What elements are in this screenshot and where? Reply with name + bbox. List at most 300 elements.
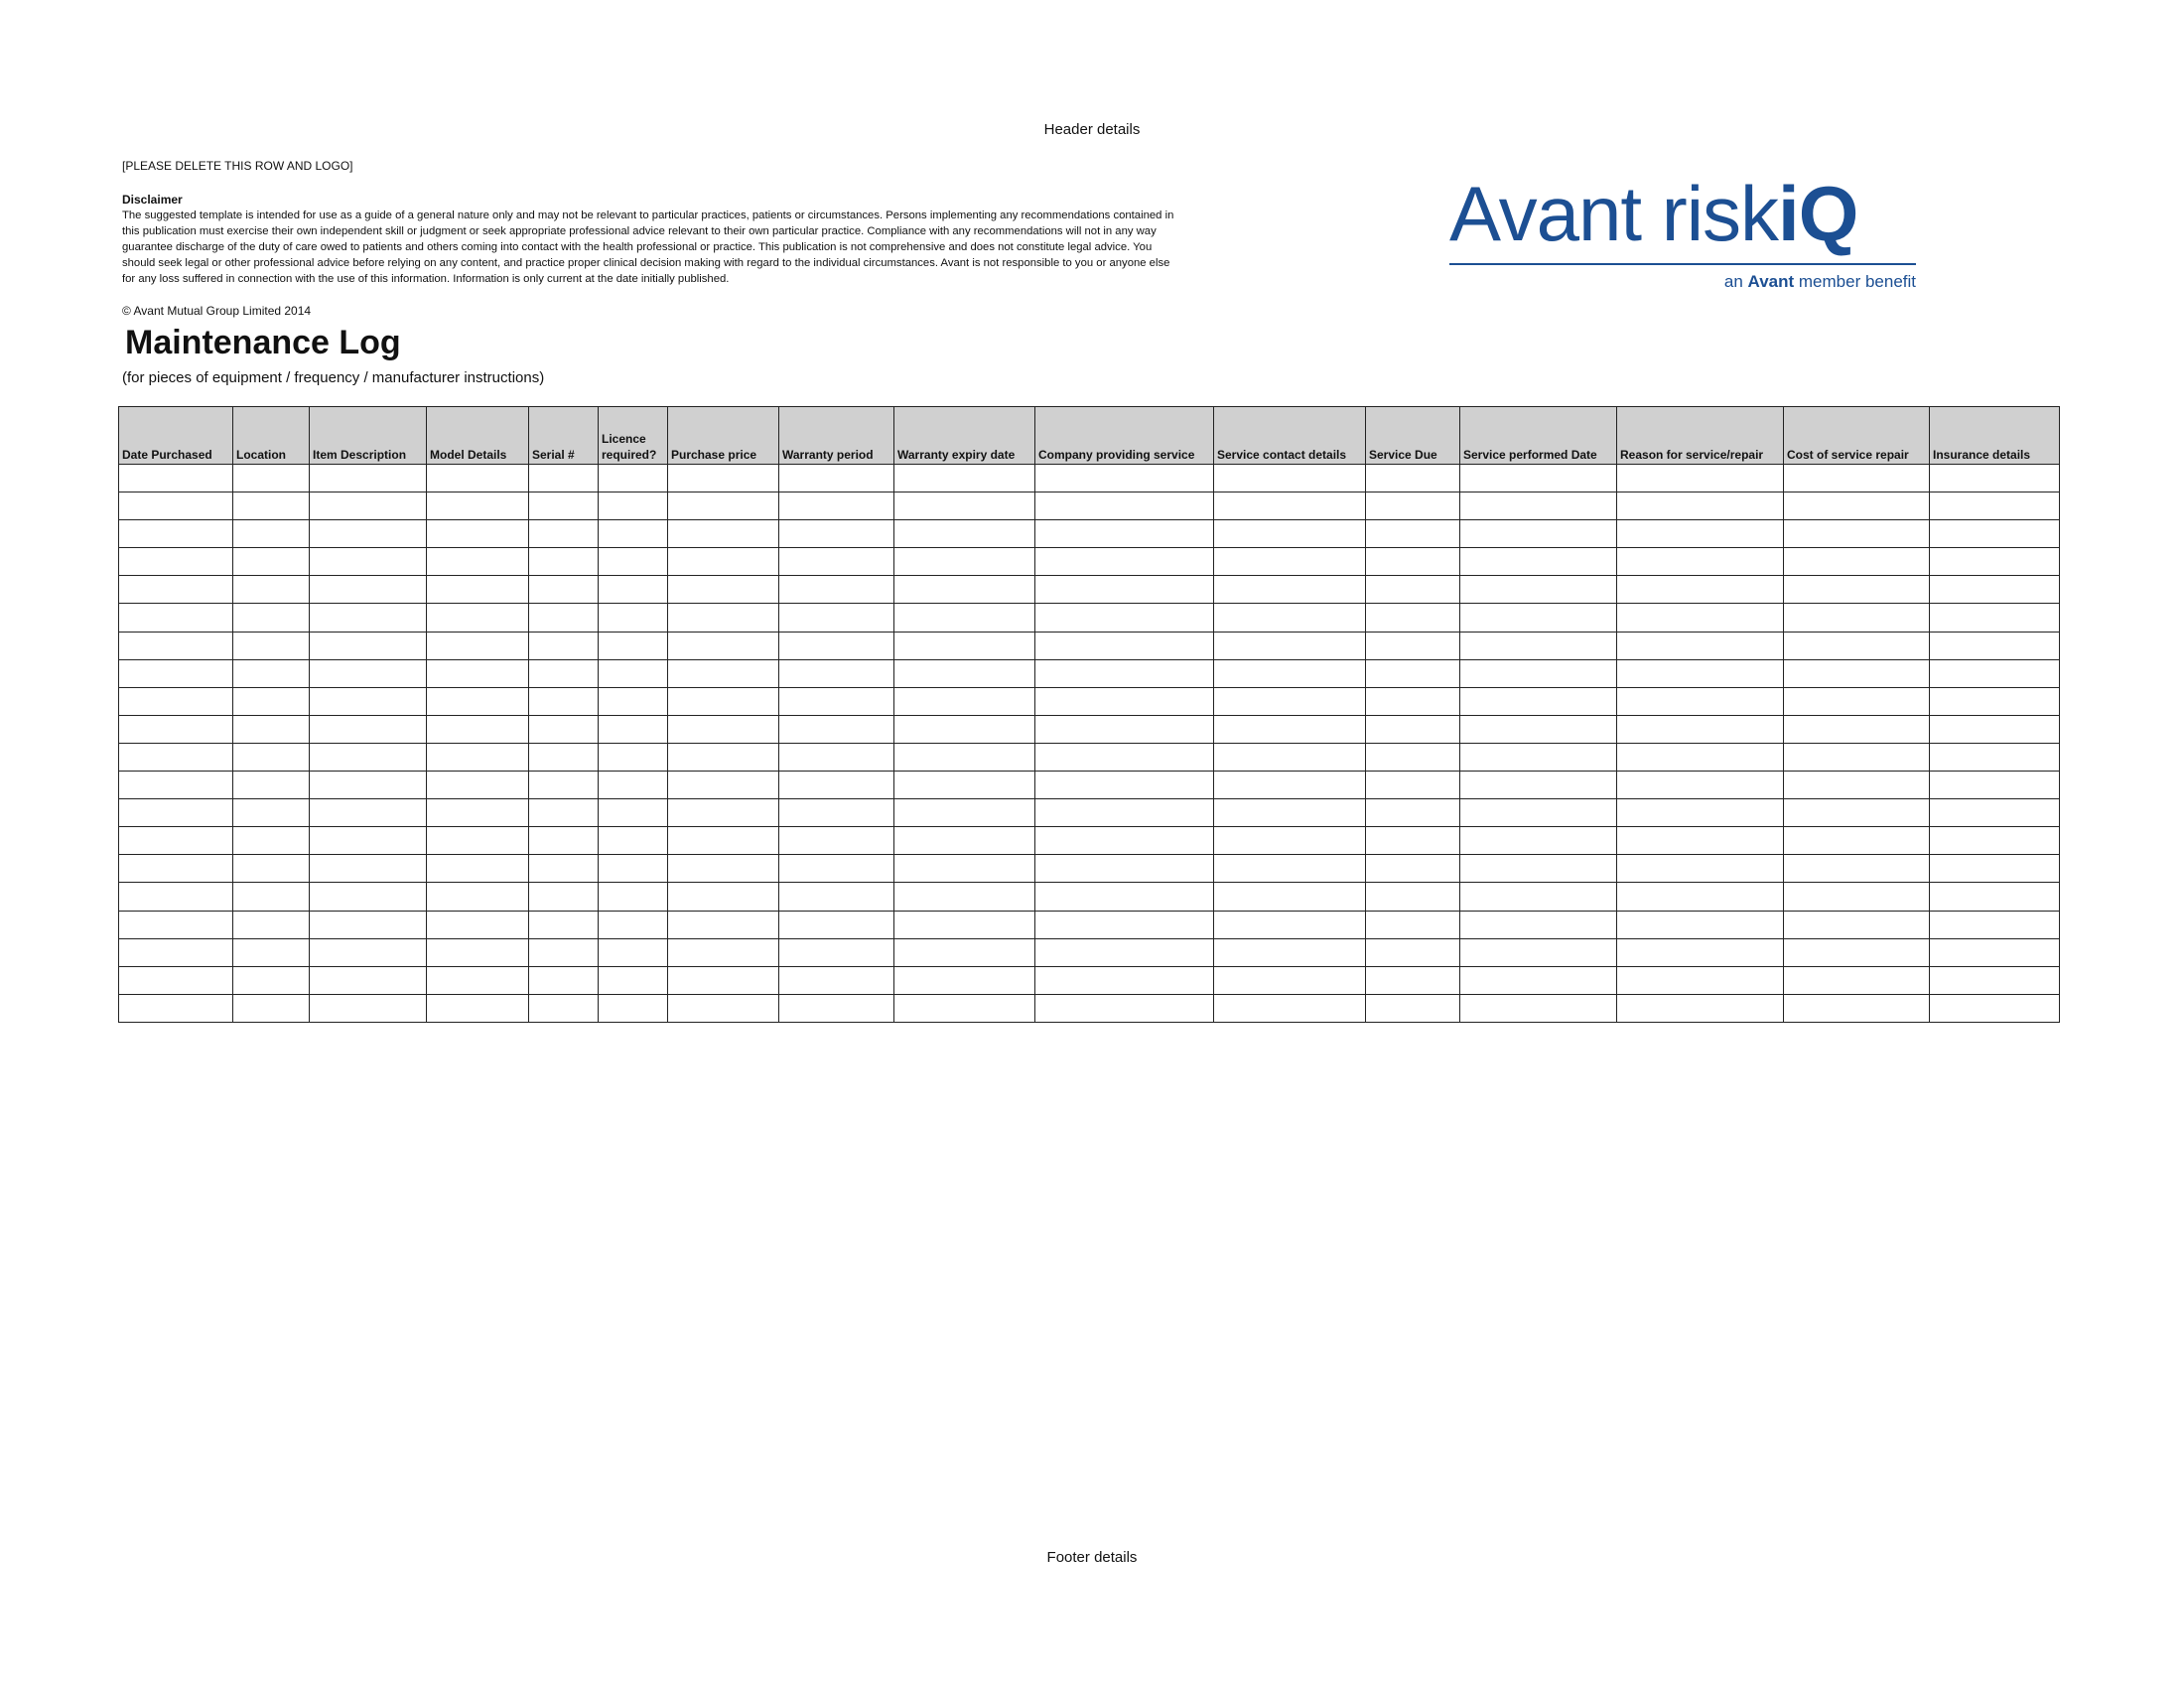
table-cell[interactable] — [1784, 772, 1930, 799]
table-cell[interactable] — [427, 966, 529, 994]
table-cell[interactable] — [1617, 604, 1784, 632]
table-cell[interactable] — [599, 827, 668, 855]
table-cell[interactable] — [1214, 659, 1366, 687]
table-cell[interactable] — [1460, 743, 1617, 771]
table-cell[interactable] — [779, 772, 894, 799]
table-cell[interactable] — [119, 548, 233, 576]
table-cell[interactable] — [1460, 492, 1617, 520]
table-cell[interactable] — [1617, 687, 1784, 715]
table-cell[interactable] — [894, 492, 1035, 520]
table-cell[interactable] — [1460, 604, 1617, 632]
table-cell[interactable] — [1035, 604, 1214, 632]
table-cell[interactable] — [1214, 743, 1366, 771]
table-cell[interactable] — [310, 855, 427, 883]
table-cell[interactable] — [1617, 632, 1784, 659]
table-cell[interactable] — [529, 772, 599, 799]
table-cell[interactable] — [779, 827, 894, 855]
table-cell[interactable] — [1460, 659, 1617, 687]
table-cell[interactable] — [529, 938, 599, 966]
table-cell[interactable] — [233, 883, 310, 911]
table-cell[interactable] — [310, 966, 427, 994]
table-cell[interactable] — [1930, 966, 2060, 994]
table-cell[interactable] — [1214, 548, 1366, 576]
table-cell[interactable] — [668, 938, 779, 966]
table-cell[interactable] — [668, 911, 779, 938]
table-cell[interactable] — [1035, 938, 1214, 966]
table-cell[interactable] — [1784, 548, 1930, 576]
table-cell[interactable] — [1784, 632, 1930, 659]
table-cell[interactable] — [1366, 632, 1460, 659]
table-cell[interactable] — [668, 492, 779, 520]
table-cell[interactable] — [1214, 687, 1366, 715]
table-cell[interactable] — [1214, 604, 1366, 632]
table-cell[interactable] — [599, 576, 668, 604]
table-cell[interactable] — [1460, 938, 1617, 966]
table-cell[interactable] — [779, 632, 894, 659]
table-cell[interactable] — [233, 772, 310, 799]
table-cell[interactable] — [119, 938, 233, 966]
table-cell[interactable] — [668, 632, 779, 659]
table-cell[interactable] — [427, 994, 529, 1022]
table-cell[interactable] — [1366, 659, 1460, 687]
table-cell[interactable] — [1214, 911, 1366, 938]
table-cell[interactable] — [1366, 492, 1460, 520]
table-cell[interactable] — [1784, 715, 1930, 743]
table-cell[interactable] — [668, 855, 779, 883]
table-cell[interactable] — [310, 604, 427, 632]
table-cell[interactable] — [1214, 772, 1366, 799]
table-cell[interactable] — [1617, 492, 1784, 520]
table-cell[interactable] — [894, 855, 1035, 883]
table-cell[interactable] — [119, 604, 233, 632]
table-cell[interactable] — [1366, 994, 1460, 1022]
table-cell[interactable] — [599, 772, 668, 799]
table-cell[interactable] — [779, 743, 894, 771]
table-cell[interactable] — [529, 548, 599, 576]
table-cell[interactable] — [779, 576, 894, 604]
table-cell[interactable] — [1784, 938, 1930, 966]
table-cell[interactable] — [1784, 743, 1930, 771]
table-cell[interactable] — [599, 883, 668, 911]
table-cell[interactable] — [1930, 520, 2060, 548]
table-cell[interactable] — [529, 994, 599, 1022]
table-cell[interactable] — [599, 966, 668, 994]
table-cell[interactable] — [1460, 465, 1617, 492]
table-cell[interactable] — [529, 604, 599, 632]
table-cell[interactable] — [1366, 687, 1460, 715]
table-cell[interactable] — [1460, 827, 1617, 855]
table-cell[interactable] — [1930, 576, 2060, 604]
table-cell[interactable] — [1930, 659, 2060, 687]
table-cell[interactable] — [427, 492, 529, 520]
table-cell[interactable] — [1617, 938, 1784, 966]
table-cell[interactable] — [427, 548, 529, 576]
table-cell[interactable] — [668, 520, 779, 548]
table-cell[interactable] — [599, 632, 668, 659]
table-cell[interactable] — [1035, 772, 1214, 799]
table-cell[interactable] — [1035, 827, 1214, 855]
table-cell[interactable] — [1035, 966, 1214, 994]
table-cell[interactable] — [1784, 855, 1930, 883]
table-cell[interactable] — [1784, 492, 1930, 520]
table-cell[interactable] — [599, 604, 668, 632]
table-cell[interactable] — [1784, 827, 1930, 855]
table-cell[interactable] — [1214, 855, 1366, 883]
table-cell[interactable] — [529, 576, 599, 604]
table-cell[interactable] — [1930, 772, 2060, 799]
table-cell[interactable] — [1930, 465, 2060, 492]
table-cell[interactable] — [1035, 799, 1214, 827]
table-cell[interactable] — [310, 465, 427, 492]
table-cell[interactable] — [779, 492, 894, 520]
table-cell[interactable] — [1035, 576, 1214, 604]
table-cell[interactable] — [668, 883, 779, 911]
table-cell[interactable] — [1617, 883, 1784, 911]
table-cell[interactable] — [599, 548, 668, 576]
table-cell[interactable] — [529, 715, 599, 743]
table-cell[interactable] — [1366, 911, 1460, 938]
table-cell[interactable] — [1035, 548, 1214, 576]
table-cell[interactable] — [779, 604, 894, 632]
table-cell[interactable] — [779, 799, 894, 827]
table-cell[interactable] — [1617, 855, 1784, 883]
table-cell[interactable] — [1784, 520, 1930, 548]
table-cell[interactable] — [1460, 855, 1617, 883]
table-cell[interactable] — [1784, 911, 1930, 938]
table-cell[interactable] — [1214, 632, 1366, 659]
table-cell[interactable] — [894, 966, 1035, 994]
table-cell[interactable] — [599, 911, 668, 938]
table-cell[interactable] — [1214, 883, 1366, 911]
table-cell[interactable] — [1366, 855, 1460, 883]
table-cell[interactable] — [233, 632, 310, 659]
table-cell[interactable] — [894, 938, 1035, 966]
table-cell[interactable] — [894, 799, 1035, 827]
table-cell[interactable] — [1460, 911, 1617, 938]
table-cell[interactable] — [668, 659, 779, 687]
table-cell[interactable] — [1366, 799, 1460, 827]
table-cell[interactable] — [1784, 994, 1930, 1022]
table-cell[interactable] — [1214, 715, 1366, 743]
table-cell[interactable] — [1460, 687, 1617, 715]
table-cell[interactable] — [1930, 743, 2060, 771]
table-cell[interactable] — [529, 911, 599, 938]
table-cell[interactable] — [894, 772, 1035, 799]
table-cell[interactable] — [427, 938, 529, 966]
table-cell[interactable] — [668, 604, 779, 632]
table-cell[interactable] — [779, 548, 894, 576]
table-cell[interactable] — [233, 659, 310, 687]
table-cell[interactable] — [1035, 632, 1214, 659]
table-cell[interactable] — [779, 883, 894, 911]
table-cell[interactable] — [599, 743, 668, 771]
table-cell[interactable] — [529, 659, 599, 687]
table-cell[interactable] — [1930, 883, 2060, 911]
table-cell[interactable] — [1930, 492, 2060, 520]
table-cell[interactable] — [1214, 827, 1366, 855]
table-cell[interactable] — [310, 799, 427, 827]
table-cell[interactable] — [779, 966, 894, 994]
table-cell[interactable] — [529, 855, 599, 883]
table-cell[interactable] — [233, 938, 310, 966]
table-cell[interactable] — [233, 799, 310, 827]
table-cell[interactable] — [1366, 604, 1460, 632]
table-cell[interactable] — [894, 687, 1035, 715]
table-cell[interactable] — [427, 465, 529, 492]
table-cell[interactable] — [1784, 687, 1930, 715]
table-cell[interactable] — [1366, 827, 1460, 855]
table-cell[interactable] — [668, 743, 779, 771]
table-cell[interactable] — [427, 687, 529, 715]
table-cell[interactable] — [1366, 743, 1460, 771]
table-cell[interactable] — [1617, 576, 1784, 604]
table-cell[interactable] — [1930, 994, 2060, 1022]
table-cell[interactable] — [599, 994, 668, 1022]
table-cell[interactable] — [599, 687, 668, 715]
table-cell[interactable] — [427, 632, 529, 659]
table-cell[interactable] — [668, 576, 779, 604]
table-cell[interactable] — [894, 520, 1035, 548]
table-cell[interactable] — [779, 659, 894, 687]
table-cell[interactable] — [1930, 799, 2060, 827]
table-cell[interactable] — [427, 715, 529, 743]
table-cell[interactable] — [1035, 911, 1214, 938]
table-cell[interactable] — [1784, 604, 1930, 632]
table-cell[interactable] — [599, 492, 668, 520]
table-cell[interactable] — [427, 743, 529, 771]
table-cell[interactable] — [1460, 799, 1617, 827]
table-cell[interactable] — [1366, 576, 1460, 604]
table-cell[interactable] — [1035, 994, 1214, 1022]
table-cell[interactable] — [119, 687, 233, 715]
table-cell[interactable] — [310, 659, 427, 687]
table-cell[interactable] — [1784, 659, 1930, 687]
table-cell[interactable] — [1617, 827, 1784, 855]
table-cell[interactable] — [1617, 659, 1784, 687]
table-cell[interactable] — [233, 576, 310, 604]
table-cell[interactable] — [529, 465, 599, 492]
table-cell[interactable] — [599, 520, 668, 548]
table-cell[interactable] — [233, 492, 310, 520]
table-cell[interactable] — [894, 465, 1035, 492]
table-cell[interactable] — [1366, 966, 1460, 994]
table-cell[interactable] — [1366, 938, 1460, 966]
table-cell[interactable] — [427, 772, 529, 799]
table-cell[interactable] — [233, 827, 310, 855]
table-cell[interactable] — [310, 687, 427, 715]
table-cell[interactable] — [119, 966, 233, 994]
table-cell[interactable] — [119, 715, 233, 743]
table-cell[interactable] — [1366, 883, 1460, 911]
table-cell[interactable] — [668, 799, 779, 827]
table-cell[interactable] — [599, 938, 668, 966]
table-cell[interactable] — [119, 743, 233, 771]
table-cell[interactable] — [233, 855, 310, 883]
table-cell[interactable] — [529, 743, 599, 771]
table-cell[interactable] — [1930, 632, 2060, 659]
table-cell[interactable] — [1035, 659, 1214, 687]
table-cell[interactable] — [233, 911, 310, 938]
table-cell[interactable] — [427, 659, 529, 687]
table-cell[interactable] — [1460, 520, 1617, 548]
table-cell[interactable] — [1617, 799, 1784, 827]
table-cell[interactable] — [529, 687, 599, 715]
table-cell[interactable] — [529, 632, 599, 659]
table-cell[interactable] — [894, 548, 1035, 576]
table-cell[interactable] — [894, 632, 1035, 659]
table-cell[interactable] — [779, 855, 894, 883]
table-cell[interactable] — [233, 715, 310, 743]
table-cell[interactable] — [1460, 966, 1617, 994]
table-cell[interactable] — [1214, 799, 1366, 827]
table-cell[interactable] — [1366, 548, 1460, 576]
table-cell[interactable] — [779, 520, 894, 548]
table-cell[interactable] — [1460, 772, 1617, 799]
table-cell[interactable] — [310, 548, 427, 576]
table-cell[interactable] — [119, 855, 233, 883]
table-cell[interactable] — [1214, 966, 1366, 994]
table-cell[interactable] — [1035, 883, 1214, 911]
table-cell[interactable] — [894, 604, 1035, 632]
table-cell[interactable] — [119, 520, 233, 548]
table-cell[interactable] — [1784, 576, 1930, 604]
table-cell[interactable] — [310, 492, 427, 520]
table-cell[interactable] — [427, 911, 529, 938]
table-cell[interactable] — [1617, 994, 1784, 1022]
table-cell[interactable] — [1930, 911, 2060, 938]
table-cell[interactable] — [1784, 799, 1930, 827]
table-cell[interactable] — [1214, 492, 1366, 520]
table-cell[interactable] — [233, 966, 310, 994]
table-cell[interactable] — [1460, 715, 1617, 743]
table-cell[interactable] — [310, 911, 427, 938]
table-cell[interactable] — [1460, 576, 1617, 604]
table-cell[interactable] — [599, 799, 668, 827]
table-cell[interactable] — [779, 938, 894, 966]
table-cell[interactable] — [427, 576, 529, 604]
table-cell[interactable] — [1617, 548, 1784, 576]
table-cell[interactable] — [1930, 687, 2060, 715]
table-cell[interactable] — [1366, 715, 1460, 743]
table-cell[interactable] — [1460, 632, 1617, 659]
table-cell[interactable] — [1035, 715, 1214, 743]
table-cell[interactable] — [310, 772, 427, 799]
table-cell[interactable] — [1035, 465, 1214, 492]
table-cell[interactable] — [894, 743, 1035, 771]
table-cell[interactable] — [1617, 715, 1784, 743]
table-cell[interactable] — [779, 715, 894, 743]
table-cell[interactable] — [1460, 883, 1617, 911]
table-cell[interactable] — [894, 715, 1035, 743]
table-cell[interactable] — [1366, 772, 1460, 799]
table-cell[interactable] — [1784, 465, 1930, 492]
table-cell[interactable] — [1784, 966, 1930, 994]
table-cell[interactable] — [668, 966, 779, 994]
table-cell[interactable] — [1366, 465, 1460, 492]
table-cell[interactable] — [119, 827, 233, 855]
table-cell[interactable] — [1930, 827, 2060, 855]
table-cell[interactable] — [233, 687, 310, 715]
table-cell[interactable] — [529, 966, 599, 994]
table-cell[interactable] — [233, 743, 310, 771]
table-cell[interactable] — [1784, 883, 1930, 911]
table-cell[interactable] — [1035, 492, 1214, 520]
table-cell[interactable] — [310, 743, 427, 771]
table-cell[interactable] — [779, 687, 894, 715]
table-cell[interactable] — [779, 994, 894, 1022]
table-cell[interactable] — [233, 465, 310, 492]
table-cell[interactable] — [119, 576, 233, 604]
table-cell[interactable] — [310, 938, 427, 966]
table-cell[interactable] — [668, 465, 779, 492]
table-cell[interactable] — [668, 687, 779, 715]
table-cell[interactable] — [894, 659, 1035, 687]
table-cell[interactable] — [119, 659, 233, 687]
table-cell[interactable] — [119, 772, 233, 799]
table-cell[interactable] — [233, 548, 310, 576]
table-cell[interactable] — [1617, 911, 1784, 938]
table-cell[interactable] — [894, 911, 1035, 938]
table-cell[interactable] — [233, 520, 310, 548]
table-cell[interactable] — [310, 520, 427, 548]
table-cell[interactable] — [1617, 772, 1784, 799]
table-cell[interactable] — [427, 520, 529, 548]
table-cell[interactable] — [668, 827, 779, 855]
table-cell[interactable] — [119, 883, 233, 911]
table-cell[interactable] — [529, 492, 599, 520]
table-cell[interactable] — [1930, 715, 2060, 743]
table-cell[interactable] — [310, 632, 427, 659]
table-cell[interactable] — [894, 576, 1035, 604]
table-cell[interactable] — [894, 827, 1035, 855]
table-cell[interactable] — [1214, 938, 1366, 966]
table-cell[interactable] — [119, 994, 233, 1022]
table-cell[interactable] — [529, 883, 599, 911]
table-cell[interactable] — [233, 994, 310, 1022]
table-cell[interactable] — [779, 465, 894, 492]
table-cell[interactable] — [427, 855, 529, 883]
table-cell[interactable] — [427, 827, 529, 855]
table-cell[interactable] — [894, 994, 1035, 1022]
table-cell[interactable] — [427, 883, 529, 911]
table-cell[interactable] — [599, 465, 668, 492]
table-cell[interactable] — [1617, 520, 1784, 548]
table-cell[interactable] — [1460, 994, 1617, 1022]
table-cell[interactable] — [529, 520, 599, 548]
table-cell[interactable] — [119, 911, 233, 938]
table-cell[interactable] — [427, 799, 529, 827]
table-cell[interactable] — [1214, 994, 1366, 1022]
table-cell[interactable] — [119, 632, 233, 659]
table-cell[interactable] — [668, 994, 779, 1022]
table-cell[interactable] — [668, 772, 779, 799]
table-cell[interactable] — [119, 492, 233, 520]
table-cell[interactable] — [1930, 604, 2060, 632]
table-cell[interactable] — [1214, 520, 1366, 548]
table-cell[interactable] — [427, 604, 529, 632]
table-cell[interactable] — [1035, 687, 1214, 715]
table-cell[interactable] — [1617, 966, 1784, 994]
table-cell[interactable] — [119, 799, 233, 827]
table-cell[interactable] — [529, 799, 599, 827]
table-cell[interactable] — [1930, 548, 2060, 576]
table-cell[interactable] — [310, 994, 427, 1022]
table-cell[interactable] — [668, 548, 779, 576]
table-cell[interactable] — [233, 604, 310, 632]
table-cell[interactable] — [310, 715, 427, 743]
table-cell[interactable] — [894, 883, 1035, 911]
table-cell[interactable] — [668, 715, 779, 743]
